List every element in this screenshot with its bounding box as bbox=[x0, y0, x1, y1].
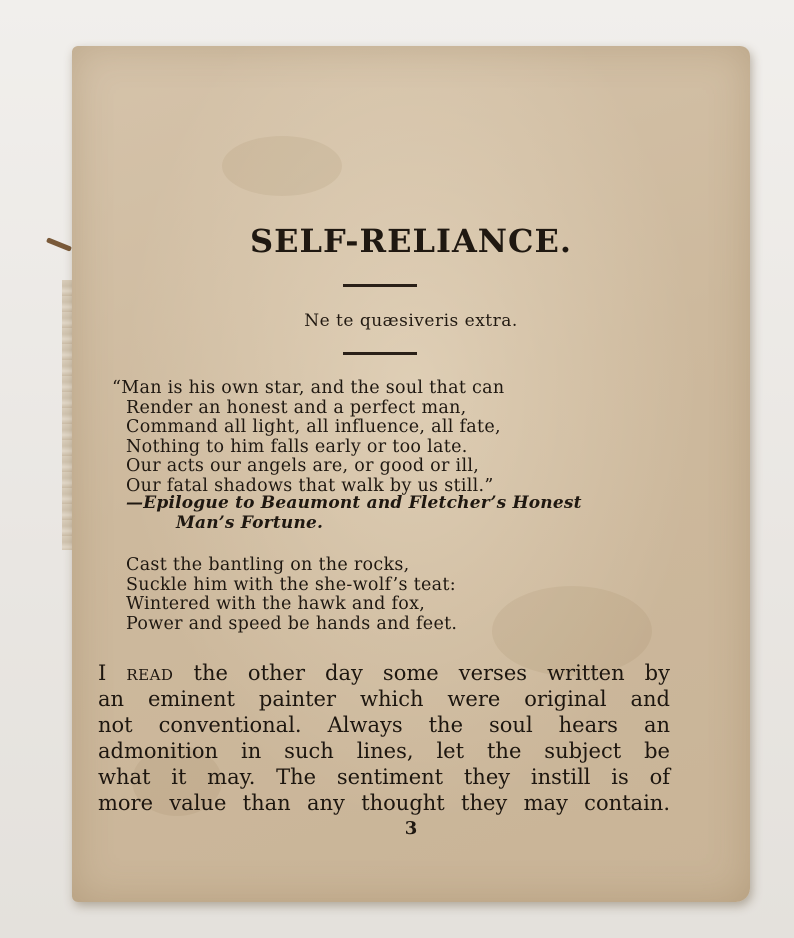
line-text: the other day some verses written by bbox=[193, 661, 670, 685]
verse-line: Our fatal shadows that walk by us still.” bbox=[126, 475, 494, 496]
chapter-title: SELF-RELIANCE. bbox=[249, 222, 573, 260]
smallcaps-word: read bbox=[126, 661, 174, 685]
paragraph-line: what it may. The sentiment they instill is of bbox=[98, 765, 670, 789]
paragraph-line: an eminent painter which were original and bbox=[98, 687, 670, 711]
body-paragraph bbox=[98, 660, 670, 816]
verse-line: Our acts our angels are, or good or ill, bbox=[126, 456, 480, 476]
paragraph-line: not conventional. Always the soul hears an bbox=[98, 713, 670, 737]
drop-word: I bbox=[98, 661, 107, 685]
verse-line: Wintered with the hawk and fox, bbox=[126, 594, 426, 614]
verse-line: Command all light, all influence, all fate, bbox=[126, 417, 501, 437]
paragraph-line bbox=[98, 660, 670, 686]
title-rule bbox=[343, 284, 417, 287]
book-page bbox=[72, 46, 750, 902]
second-epigraph-verse bbox=[126, 556, 457, 634]
verse-line: Power and speed be hands and feet. bbox=[126, 613, 458, 634]
page-content bbox=[72, 46, 750, 902]
epigraph-verse bbox=[112, 379, 504, 496]
motto-rule bbox=[343, 352, 417, 355]
motto: Ne te quæsiveris extra. bbox=[304, 311, 518, 331]
verse-line: Suckle him with the she-wolf’s teat: bbox=[126, 574, 456, 595]
verse-line: “Man is his own star, and the soul that can bbox=[112, 378, 505, 398]
page-number: 3 bbox=[404, 818, 418, 839]
binding-thread bbox=[46, 237, 72, 251]
verse-line: Cast the bantling on the rocks, bbox=[126, 555, 410, 575]
verse-line: Nothing to him falls early or too late. bbox=[126, 436, 468, 457]
verse-line: Render an honest and a perfect man, bbox=[126, 397, 467, 418]
attribution-line: Man’s Fortune. bbox=[176, 512, 324, 533]
epigraph-attribution bbox=[126, 494, 582, 533]
attribution-line: —Epilogue to Beaumont and Fletcher’s Honest bbox=[126, 493, 582, 513]
paragraph-line: admonition in such lines, let the subject be bbox=[98, 739, 670, 763]
paragraph-line: more value than any thought they may contain. bbox=[98, 791, 670, 815]
